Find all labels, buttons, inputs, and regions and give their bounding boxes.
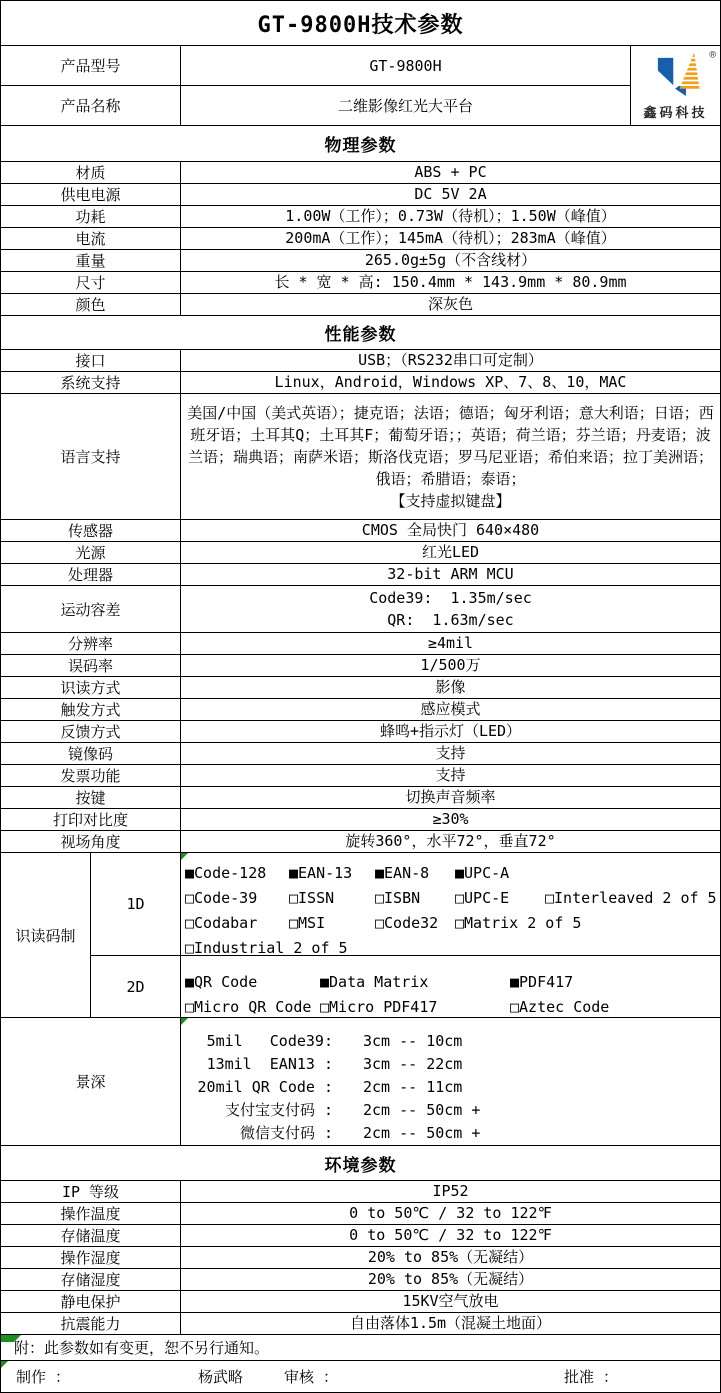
row-label: 视场角度 bbox=[1, 831, 181, 852]
checkbox-checked-icon: ■ bbox=[320, 973, 330, 991]
spec-row bbox=[1, 1291, 720, 1313]
approver-label: 批准 ： bbox=[564, 1368, 619, 1386]
depth-of-field-values bbox=[181, 1018, 720, 1145]
row-label: 语言支持 bbox=[1, 394, 181, 519]
signature-row bbox=[1, 1361, 720, 1392]
spec-row bbox=[1, 520, 720, 542]
row-label: 景深 bbox=[1, 1018, 181, 1145]
symbology-line bbox=[185, 861, 718, 886]
section-title: 环境参数 bbox=[324, 1155, 397, 1176]
row-label: 材质 bbox=[1, 162, 181, 183]
symbology-name: QR Code bbox=[194, 973, 258, 991]
maker-cell bbox=[1, 1366, 281, 1387]
value-line: Code39: 1.35m/sec bbox=[369, 589, 532, 607]
symbology-name: Codabar bbox=[194, 914, 258, 932]
row-value: ≥30% bbox=[432, 810, 469, 828]
symbology-line bbox=[185, 970, 718, 995]
row-value: 感应模式 bbox=[420, 700, 481, 718]
dof-value: 2cm -- 11cm bbox=[363, 1078, 463, 1096]
spec-row bbox=[1, 394, 720, 520]
symbology-item bbox=[320, 970, 510, 995]
symbology-item bbox=[375, 861, 455, 886]
dof-line bbox=[181, 1053, 720, 1076]
brand-logo-icon bbox=[647, 50, 705, 102]
row-value: 影像 bbox=[435, 678, 466, 696]
checkbox-unchecked-icon: □ bbox=[510, 998, 520, 1016]
symbology-item bbox=[185, 861, 289, 886]
symbology-name: ISSN bbox=[298, 889, 335, 907]
row-value: 自由落体1.5m（混凝土地面） bbox=[349, 1314, 552, 1332]
row-label: 颜色 bbox=[1, 294, 181, 315]
symbology-name: UPC-E bbox=[464, 889, 510, 907]
value-line: 【支持虚拟键盘】 bbox=[390, 491, 511, 510]
symbology-line bbox=[185, 886, 718, 911]
maker-name: 杨武略 bbox=[198, 1368, 244, 1386]
spec-row bbox=[1, 350, 720, 372]
spec-row bbox=[1, 1225, 720, 1247]
checkbox-unchecked-icon: □ bbox=[455, 889, 465, 907]
row-label: 系统支持 bbox=[1, 372, 181, 393]
checkbox-checked-icon: ■ bbox=[185, 973, 195, 991]
physical-rows bbox=[1, 162, 720, 316]
symbology-name: PDF417 bbox=[519, 973, 574, 991]
checkbox-checked-icon: ■ bbox=[185, 864, 195, 882]
symbology-name: Micro PDF417 bbox=[329, 998, 438, 1016]
row-label: 尺寸 bbox=[1, 272, 181, 293]
performance-rows bbox=[1, 350, 720, 853]
spec-row bbox=[1, 228, 720, 250]
symbology-item bbox=[185, 911, 289, 936]
row-label: IP 等级 bbox=[1, 1181, 181, 1202]
section-header-performance bbox=[1, 316, 720, 350]
spec-row bbox=[1, 655, 720, 677]
spec-row bbox=[1, 542, 720, 564]
row-label: 电流 bbox=[1, 228, 181, 249]
spec-row bbox=[1, 1269, 720, 1291]
note-text: 附：此参数如有变更，恕不另行通知。 bbox=[14, 1339, 270, 1357]
spec-row bbox=[1, 206, 720, 228]
section-header-environment bbox=[1, 1146, 720, 1181]
spec-row bbox=[1, 1181, 720, 1203]
registered-trademark-icon: ® bbox=[709, 48, 716, 61]
row-value: CMOS 全局快门 640×480 bbox=[361, 521, 540, 539]
row-label: 处理器 bbox=[1, 564, 181, 585]
dof-value: 2cm -- 50cm + bbox=[363, 1124, 481, 1142]
row-value: 1/500万 bbox=[420, 656, 481, 674]
symbology-item bbox=[185, 995, 320, 1020]
barcode-group-1d-label: 1D bbox=[91, 853, 181, 956]
checkbox-unchecked-icon: □ bbox=[185, 998, 195, 1016]
dof-label: 5mil Code39: bbox=[206, 1032, 333, 1050]
value-line: 兰语；瑞典语；南萨米语；斯洛伐克语；罗马尼亚语；希伯来语；拉丁美洲语； bbox=[187, 447, 713, 466]
row-value: 0 to 50℃ / 32 to 122℉ bbox=[349, 1204, 552, 1222]
row-value: 32-bit ARM MCU bbox=[387, 565, 514, 583]
row-label: 光源 bbox=[1, 542, 181, 563]
symbology-name: UPC-A bbox=[464, 864, 510, 882]
spec-row bbox=[1, 699, 720, 721]
spec-row bbox=[1, 721, 720, 743]
spec-row bbox=[1, 372, 720, 394]
checkbox-unchecked-icon: □ bbox=[455, 914, 465, 932]
value-line: QR: 1.63m/sec bbox=[387, 611, 514, 629]
approver-cell bbox=[561, 1366, 720, 1387]
row-label: 分辨率 bbox=[1, 633, 181, 654]
symbology-name: Code32 bbox=[384, 914, 439, 932]
corner-flag-icon bbox=[1, 1361, 8, 1368]
row-value: 20% to 85%（无凝结） bbox=[367, 1270, 534, 1288]
corner-flag-icon bbox=[1, 1335, 21, 1342]
page-title: GT-9800H技术参数 bbox=[257, 12, 464, 38]
reviewer-label: 审核 ： bbox=[284, 1368, 339, 1386]
product-name-value: 二维影像红光大平台 bbox=[181, 86, 631, 125]
symbology-item bbox=[375, 911, 455, 936]
checkbox-checked-icon: ■ bbox=[510, 973, 520, 991]
symbology-item bbox=[320, 995, 510, 1020]
dof-label: 微信支付码 : bbox=[239, 1124, 333, 1142]
row-value bbox=[181, 586, 720, 632]
spec-row bbox=[1, 250, 720, 272]
value-line: 班牙语；土耳其Q；土耳其F；葡萄牙语；；英语；荷兰语；芬兰语；丹麦语；波 bbox=[190, 425, 711, 444]
symbology-name: Data Matrix bbox=[329, 973, 429, 991]
row-label: 按键 bbox=[1, 787, 181, 808]
spec-row bbox=[1, 162, 720, 184]
checkbox-unchecked-icon: □ bbox=[320, 998, 330, 1016]
row-value: 切换声音频率 bbox=[405, 788, 496, 806]
row-value: USB；（RS232串口可定制） bbox=[358, 351, 543, 369]
spec-row bbox=[1, 294, 720, 316]
symbology-item bbox=[289, 911, 375, 936]
dof-label: 支付宝支付码 : bbox=[224, 1101, 333, 1119]
row-label: 重量 bbox=[1, 250, 181, 271]
row-label: 发票功能 bbox=[1, 765, 181, 786]
symbology-name: EAN-13 bbox=[298, 864, 353, 882]
product-model-value: GT-9800H bbox=[181, 46, 631, 86]
symbology-item bbox=[455, 886, 545, 911]
row-value: 支持 bbox=[435, 766, 466, 784]
symbology-item bbox=[289, 886, 375, 911]
depth-of-field-row bbox=[1, 1018, 720, 1146]
spec-row bbox=[1, 677, 720, 699]
brand-name: 鑫码科技 bbox=[643, 106, 708, 121]
row-label: 功耗 bbox=[1, 206, 181, 227]
row-value: 20% to 85%（无凝结） bbox=[367, 1248, 534, 1266]
row-label: 识读方式 bbox=[1, 677, 181, 698]
row-value: Linux，Android，Windows XP、7、8、10，MAC bbox=[274, 373, 627, 391]
dof-line bbox=[181, 1122, 720, 1145]
title-row bbox=[1, 1, 720, 46]
row-label: 抗震能力 bbox=[1, 1313, 181, 1334]
checkbox-unchecked-icon: □ bbox=[545, 889, 555, 907]
product-model-label: 产品型号 bbox=[1, 46, 181, 86]
row-label: 静电保护 bbox=[1, 1291, 181, 1312]
row-label: 供电电源 bbox=[1, 184, 181, 205]
environment-rows bbox=[1, 1181, 720, 1335]
note-row bbox=[1, 1335, 720, 1361]
row-value: 265.0g±5g（不含线材） bbox=[364, 251, 537, 269]
row-value: ABS + PC bbox=[414, 163, 487, 181]
dof-value: 3cm -- 22cm bbox=[363, 1055, 463, 1073]
row-label: 存储湿度 bbox=[1, 1269, 181, 1290]
spec-row bbox=[1, 633, 720, 655]
dof-line bbox=[181, 1030, 720, 1053]
product-name-label: 产品名称 bbox=[1, 86, 181, 125]
value-line: 美国/中国（美式英语）；捷克语；法语；德语；匈牙利语；意大利语；日语；西 bbox=[187, 403, 714, 422]
spec-row bbox=[1, 1247, 720, 1269]
symbology-name: Interleaved 2 of 5 bbox=[554, 889, 717, 907]
checkbox-unchecked-icon: □ bbox=[185, 889, 195, 907]
dof-line bbox=[181, 1076, 720, 1099]
reviewer-cell bbox=[281, 1366, 561, 1387]
symbology-name: MSI bbox=[298, 914, 326, 932]
row-label: 触发方式 bbox=[1, 699, 181, 720]
spec-row bbox=[1, 586, 720, 633]
checkbox-unchecked-icon: □ bbox=[289, 914, 299, 932]
row-value: 长 * 宽 * 高: 150.4mm * 143.9mm * 80.9mm bbox=[274, 273, 627, 291]
row-value: 0 to 50℃ / 32 to 122℉ bbox=[349, 1226, 552, 1244]
dof-value: 3cm -- 10cm bbox=[363, 1032, 463, 1050]
dof-value: 2cm -- 50cm + bbox=[363, 1101, 481, 1119]
symbology-name: Code-128 bbox=[194, 864, 267, 882]
checkbox-unchecked-icon: □ bbox=[289, 889, 299, 907]
symbology-name: ISBN bbox=[384, 889, 421, 907]
row-label: 反馈方式 bbox=[1, 721, 181, 742]
spec-row bbox=[1, 809, 720, 831]
symbology-item bbox=[510, 970, 573, 995]
row-label: 打印对比度 bbox=[1, 809, 181, 830]
section-title: 性能参数 bbox=[324, 325, 397, 345]
row-label: 识读码制 bbox=[1, 853, 91, 1017]
symbology-item bbox=[510, 995, 609, 1020]
corner-flag-icon bbox=[181, 853, 188, 860]
spec-row bbox=[1, 184, 720, 206]
barcode-group-2d-label: 2D bbox=[91, 956, 181, 1017]
symbology-item bbox=[289, 861, 375, 886]
row-value: 15KV空气放电 bbox=[402, 1292, 499, 1310]
dof-label: 20mil QR Code : bbox=[197, 1078, 333, 1096]
barcode-group-2d-items bbox=[181, 956, 720, 1017]
checkbox-unchecked-icon: □ bbox=[185, 939, 195, 957]
row-value: 旋转360°，水平72°，垂直72° bbox=[345, 832, 556, 850]
row-label: 操作温度 bbox=[1, 1203, 181, 1224]
spec-row bbox=[1, 564, 720, 586]
checkbox-unchecked-icon: □ bbox=[375, 889, 385, 907]
spec-row bbox=[1, 743, 720, 765]
product-header bbox=[1, 46, 720, 126]
brand-logo bbox=[631, 46, 720, 125]
symbology-item bbox=[455, 911, 582, 936]
symbology-item bbox=[455, 861, 545, 886]
spec-row bbox=[1, 787, 720, 809]
barcode-symbology-row bbox=[1, 853, 720, 1018]
symbology-name: Matrix 2 of 5 bbox=[464, 914, 582, 932]
row-label: 接口 bbox=[1, 350, 181, 371]
checkbox-unchecked-icon: □ bbox=[375, 914, 385, 932]
row-label: 镜像码 bbox=[1, 743, 181, 764]
spec-row bbox=[1, 1203, 720, 1225]
symbology-name: Code-39 bbox=[194, 889, 258, 907]
row-value: ≥4mil bbox=[427, 634, 474, 652]
row-label: 误码率 bbox=[1, 655, 181, 676]
dof-label: 13mil EAN13 : bbox=[206, 1055, 333, 1073]
spec-row bbox=[1, 765, 720, 787]
row-value: IP52 bbox=[432, 1182, 469, 1200]
row-value: 红光LED bbox=[421, 543, 480, 561]
spec-row bbox=[1, 272, 720, 294]
symbology-item bbox=[545, 886, 717, 911]
barcode-group-1d-items bbox=[181, 853, 720, 956]
symbology-name: Aztec Code bbox=[519, 998, 610, 1016]
symbology-item bbox=[375, 886, 455, 911]
section-title: 物理参数 bbox=[324, 136, 397, 156]
row-value: 支持 bbox=[435, 744, 466, 762]
row-value bbox=[181, 394, 720, 519]
symbology-line bbox=[185, 911, 718, 936]
symbology-name: Micro QR Code bbox=[194, 998, 312, 1016]
row-label: 传感器 bbox=[1, 520, 181, 541]
spec-row bbox=[1, 1313, 720, 1335]
corner-flag-icon bbox=[181, 1018, 188, 1025]
row-value: 200mA（工作）；145mA（待机）；283mA（峰值） bbox=[285, 229, 616, 247]
value-line: 俄语；希腊语；泰语； bbox=[375, 469, 526, 488]
checkbox-checked-icon: ■ bbox=[455, 864, 465, 882]
checkbox-checked-icon: ■ bbox=[375, 864, 385, 882]
row-value: 深灰色 bbox=[427, 295, 473, 313]
symbology-line bbox=[185, 995, 718, 1020]
symbology-name: EAN-8 bbox=[384, 864, 430, 882]
spec-row bbox=[1, 831, 720, 853]
checkbox-checked-icon: ■ bbox=[289, 864, 299, 882]
symbology-item bbox=[185, 886, 289, 911]
row-label: 运动容差 bbox=[1, 586, 181, 632]
maker-label: 制作 ： bbox=[16, 1368, 71, 1386]
row-value: 1.00W（工作）；0.73W（待机）；1.50W（峰值） bbox=[285, 207, 616, 225]
row-value: DC 5V 2A bbox=[414, 185, 487, 203]
section-header-physical bbox=[1, 126, 720, 162]
symbology-item bbox=[185, 970, 320, 995]
checkbox-unchecked-icon: □ bbox=[185, 914, 195, 932]
row-label: 操作湿度 bbox=[1, 1247, 181, 1268]
dof-line bbox=[181, 1099, 720, 1122]
symbology-name: Industrial 2 of 5 bbox=[194, 939, 348, 957]
row-value: 蜂鸣+指示灯（LED） bbox=[379, 722, 522, 740]
row-label: 存储温度 bbox=[1, 1225, 181, 1246]
